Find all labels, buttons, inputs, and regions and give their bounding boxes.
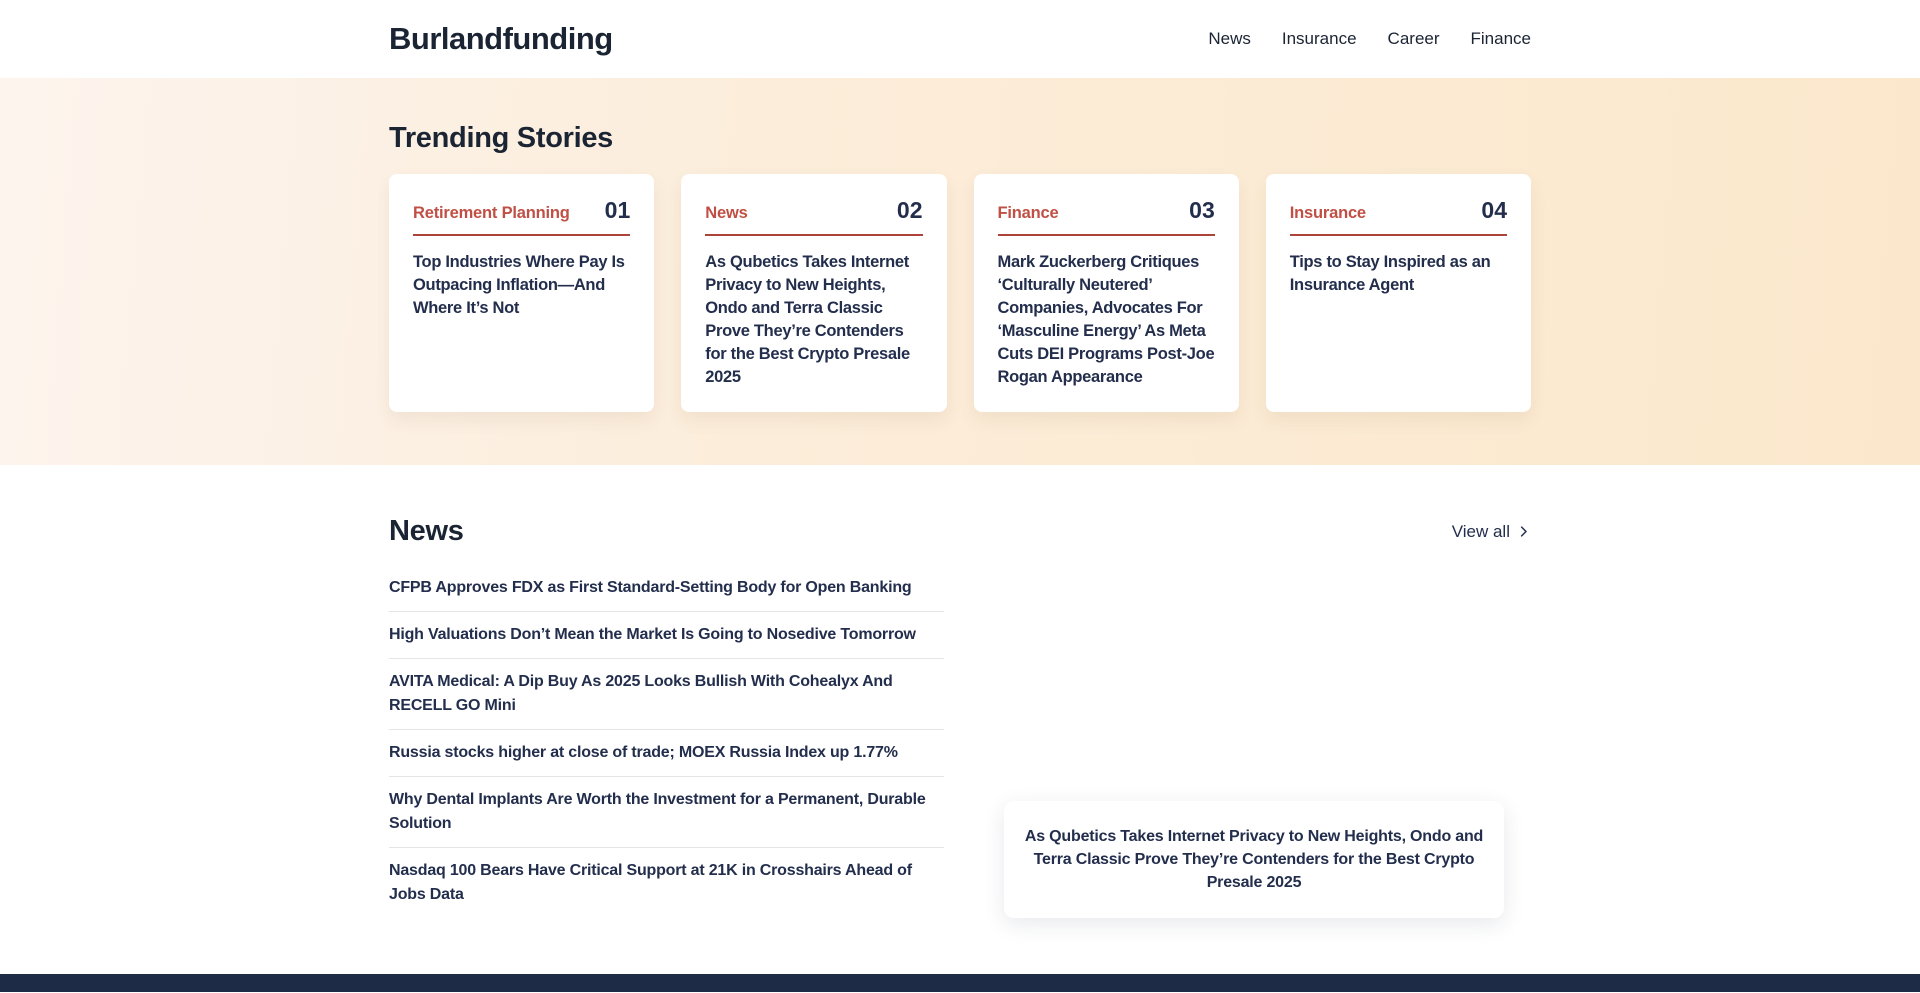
trending-section-title: Trending Stories: [389, 122, 614, 154]
news-list-item[interactable]: CFPB Approves FDX as First Standard-Setting Body for Open Banking: [389, 572, 944, 612]
trending-card-title[interactable]: Mark Zuckerberg Critiques ‘Culturally Neutered’ Companies, Advocates For ‘Masculine Energy’ As Meta Cuts DEI Programs Post-Joe Rogan Appearance: [997, 253, 1215, 386]
trending-card-category[interactable]: Retirement Planning: [413, 204, 570, 222]
trending-card-1[interactable]: [389, 174, 654, 412]
trending-card-category[interactable]: Insurance: [1289, 204, 1366, 222]
nav-item-finance[interactable]: Finance: [1470, 29, 1531, 48]
trending-card-title[interactable]: Tips to Stay Inspired as an Insurance Agent: [1289, 253, 1491, 294]
trending-card-header: [1290, 197, 1507, 236]
trending-card-header: [998, 197, 1215, 236]
news-list-item[interactable]: Russia stocks higher at close of trade; MOEX Russia Index up 1.77%: [389, 730, 944, 777]
news-list-item[interactable]: AVITA Medical: A Dip Buy As 2025 Looks Bullish With Cohealyx And RECELL GO Mini: [389, 659, 944, 730]
news-section: [0, 465, 1920, 974]
trending-card-category[interactable]: News: [705, 204, 748, 222]
trending-cards-row: [389, 174, 1531, 412]
news-list-item[interactable]: Why Dental Implants Are Worth the Investment for a Permanent, Durable Solution: [389, 777, 944, 848]
news-list-column: [389, 572, 944, 918]
trending-card-category[interactable]: Finance: [997, 204, 1059, 222]
nav-item-insurance[interactable]: Insurance: [1281, 29, 1357, 48]
trending-card-2[interactable]: [681, 174, 946, 412]
featured-column: [1004, 572, 1531, 918]
trending-section: [0, 78, 1920, 465]
footer-bar: [0, 974, 1920, 992]
trending-card-header: [705, 197, 922, 236]
trending-card-title[interactable]: Top Industries Where Pay Is Outpacing Inflation—And Where It’s Not: [413, 253, 625, 317]
trending-card-title[interactable]: As Qubetics Takes Internet Privacy to New Heights, Ondo and Terra Classic Prove They’re Contenders for the Best Crypto Presale 2025: [705, 253, 910, 386]
trending-card-number: 01: [604, 197, 631, 223]
news-list: [389, 572, 944, 918]
trending-card-header: [413, 197, 630, 236]
main-nav: [1208, 29, 1531, 49]
site-logo[interactable]: Burlandfunding: [389, 21, 613, 56]
featured-article-card[interactable]: As Qubetics Takes Internet Privacy to New Heights, Ondo and Terra Classic Prove They’re Contenders for the Best Crypto Presale 2025: [1004, 801, 1504, 918]
news-section-title: News: [389, 515, 464, 547]
trending-card-3[interactable]: [974, 174, 1239, 412]
nav-item-career[interactable]: Career: [1387, 29, 1440, 48]
view-all-label: View all: [1451, 521, 1510, 541]
chevron-right-icon: [1516, 524, 1531, 539]
nav-item-news[interactable]: News: [1208, 29, 1251, 48]
site-header: [0, 0, 1920, 78]
trending-card-4[interactable]: [1266, 174, 1531, 412]
news-list-item[interactable]: High Valuations Don’t Mean the Market Is Going to Nosedive Tomorrow: [389, 612, 944, 659]
view-all-link[interactable]: [1452, 522, 1531, 542]
trending-card-number: 02: [896, 197, 923, 223]
news-list-item[interactable]: Nasdaq 100 Bears Have Critical Support at 21K in Crosshairs Ahead of Jobs Data: [389, 862, 912, 903]
trending-card-number: 03: [1189, 197, 1215, 223]
trending-card-number: 04: [1481, 197, 1507, 223]
